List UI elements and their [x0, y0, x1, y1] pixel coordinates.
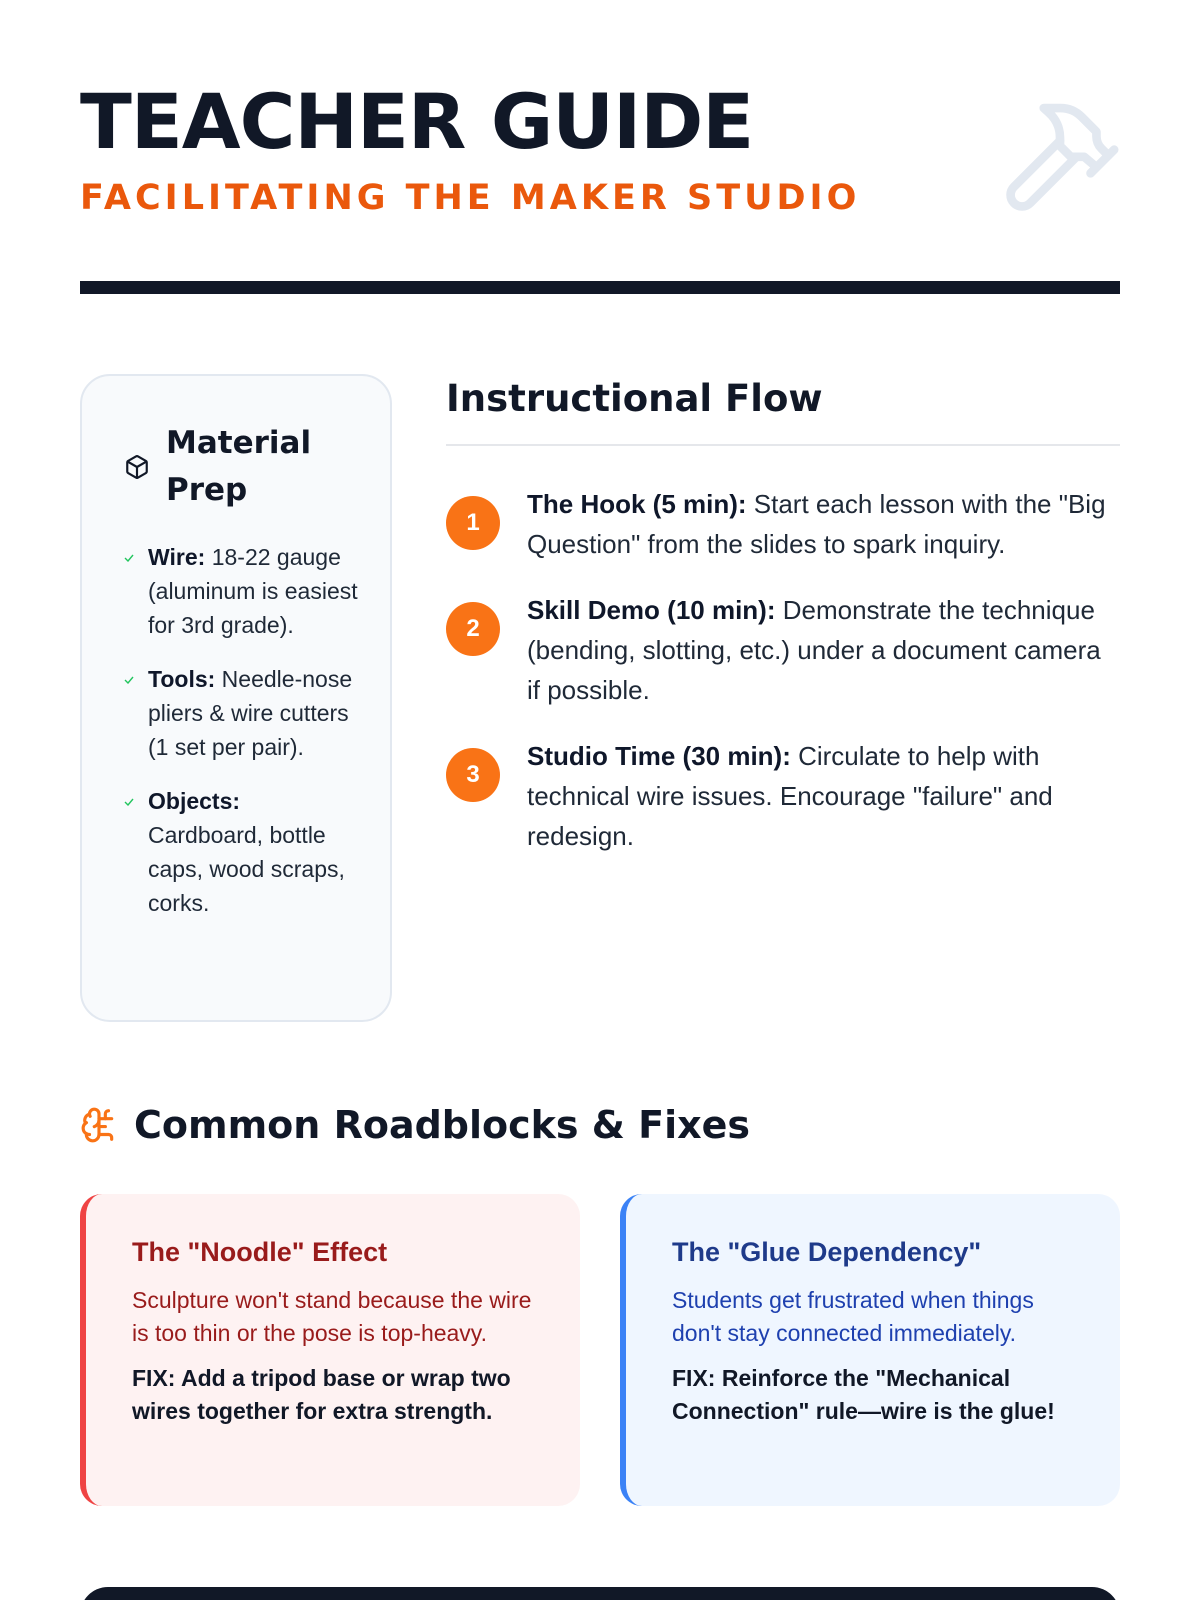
flow-step-1 [446, 484, 1120, 564]
page-subtitle: FACILITATING THE MAKER STUDIO [80, 178, 861, 218]
roadblock-title: The "Noodle" Effect [132, 1237, 388, 1267]
roadblock-fix: FIX: Add a tripod base or wrap two wires together for extra strength. [132, 1365, 511, 1424]
hammer-icon [995, 92, 1125, 222]
material-label: Tools: [148, 666, 216, 692]
material-item-wire [124, 540, 360, 642]
step-text: Circulate to help with technical wire issues. Encourage "failure" and redesign. [527, 741, 1053, 851]
material-text: Needle-nose pliers & wire cutters (1 set per pair). [148, 666, 353, 760]
material-text: Cardboard, bottle caps, wood scraps, corks. [148, 822, 345, 916]
step-number-badge: 1 [446, 496, 500, 550]
material-prep-title: Material Prep [166, 425, 312, 508]
header-divider [80, 281, 1120, 294]
page-title: TEACHER GUIDE [80, 77, 754, 166]
step-number-badge: 2 [446, 602, 500, 656]
roadblock-fix: FIX: Reinforce the "Mechanical Connection" rule—wire is the glue! [672, 1365, 1055, 1424]
flow-steps [446, 484, 1120, 856]
material-text: 18-22 gauge (aluminum is easiest for 3rd grade). [148, 544, 358, 638]
instructional-flow-section [446, 374, 1120, 882]
check-icon [124, 798, 134, 806]
cube-icon [124, 453, 150, 481]
roadblock-description: Students get frustrated when things don't stay connected immediately. [672, 1287, 1034, 1346]
step-description [527, 590, 1120, 710]
step-text: Demonstrate the technique (bending, slotting, etc.) under a document camera if possible. [527, 595, 1101, 705]
check-icon [124, 554, 134, 562]
step-number-badge: 3 [446, 748, 500, 802]
material-label: Objects: [148, 788, 241, 814]
flow-step-2 [446, 590, 1120, 710]
material-list [124, 540, 360, 920]
guide-header [80, 77, 1120, 224]
material-item-tools [124, 662, 360, 764]
step-description [527, 736, 1120, 856]
roadblock-title: The "Glue Dependency" [672, 1237, 982, 1267]
footer-banner [80, 1587, 1120, 1600]
roadblock-card-glue [620, 1194, 1120, 1506]
check-icon [124, 676, 134, 684]
material-label: Wire: [148, 544, 206, 570]
roadblocks-header [80, 1100, 750, 1150]
material-prep-header [124, 420, 360, 514]
material-prep-card [80, 374, 392, 1022]
roadblock-description: Sculpture won't stand because the wire is too thin or the pose is top-heavy. [132, 1287, 532, 1346]
step-text: Start each lesson with the "Big Question" from the slides to spark inquiry. [527, 489, 1106, 559]
brain-icon [80, 1106, 118, 1144]
step-label: Skill Demo (10 min): [527, 595, 776, 625]
material-item-objects [124, 784, 360, 920]
roadblock-card-noodle [80, 1194, 580, 1506]
step-description [527, 484, 1120, 564]
flow-step-3 [446, 736, 1120, 856]
instructional-flow-title: Instructional Flow [446, 374, 1120, 446]
step-label: The Hook (5 min): [527, 489, 747, 519]
step-label: Studio Time (30 min): [527, 741, 791, 771]
roadblocks-title: Common Roadblocks & Fixes [134, 1103, 751, 1147]
